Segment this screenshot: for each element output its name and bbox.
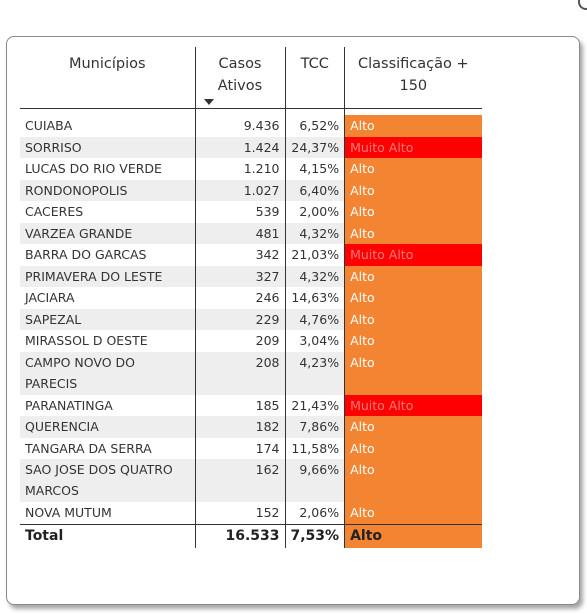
header-municipios-label: Municípios [68,56,146,72]
cell-casos-ativos: 1.424 [195,137,285,159]
header-row [20,47,482,109]
table-row[interactable] [20,180,482,202]
cell-classificacao: Alto [345,459,482,502]
table-row[interactable] [20,266,482,288]
cell-casos-ativos: 9.436 [195,115,285,137]
cell-tcc: 3,04% [285,330,345,352]
header-casos-ativos[interactable] [195,47,285,109]
table-visual [6,36,580,605]
cell-municipio: PRIMAVERA DO LESTE [20,266,195,288]
cell-classificacao: Muito Alto [345,244,482,266]
cell-municipio: SAPEZAL [20,309,195,331]
cell-municipio: QUERENCIA [20,416,195,438]
cell-classificacao: Alto [345,201,482,223]
cell-casos-ativos: 327 [195,266,285,288]
total-row [20,524,482,548]
sort-descending-icon[interactable] [204,99,214,105]
table-row[interactable] [20,309,482,331]
cell-tcc: 4,15% [285,158,345,180]
cell-tcc: 11,58% [285,438,345,460]
cell-tcc: 21,43% [285,395,345,417]
cell-classificacao: Alto [345,416,482,438]
cell-tcc: 9,66% [285,459,345,502]
table-row[interactable] [20,330,482,352]
table-row[interactable] [20,438,482,460]
cell-municipio: PARANATINGA [20,395,195,417]
cell-classificacao: Alto [345,309,482,331]
cell-tcc: 6,52% [285,115,345,137]
table-row[interactable] [20,115,482,137]
cell-municipio: VARZEA GRANDE [20,223,195,245]
cell-municipio: TANGARA DA SERRA [20,438,195,460]
cell-tcc: 7,86% [285,416,345,438]
cell-municipio: RONDONOPOLIS [20,180,195,202]
cell-casos-ativos: 229 [195,309,285,331]
cell-tcc: 4,32% [285,223,345,245]
header-tcc-label: TCC [300,56,329,72]
cell-tcc: 24,37% [285,137,345,159]
table-row[interactable] [20,502,482,524]
header-classificacao[interactable] [345,47,482,109]
cell-classificacao: Alto [345,158,482,180]
cell-classificacao: Alto [345,438,482,460]
cell-tcc: 2,00% [285,201,345,223]
cell-tcc: 2,06% [285,502,345,524]
cell-municipio: CUIABA [20,115,195,137]
cell-tcc: 6,40% [285,180,345,202]
cell-casos-ativos: 1.210 [195,158,285,180]
cell-classificacao: Alto [345,502,482,524]
cell-municipio: JACIARA [20,287,195,309]
cell-casos-ativos: 342 [195,244,285,266]
cell-tcc: 4,76% [285,309,345,331]
cell-casos-ativos: 209 [195,330,285,352]
cell-municipio: NOVA MUTUM [20,502,195,524]
cell-classificacao: Alto [345,223,482,245]
cell-classificacao: Alto [345,180,482,202]
cell-municipio: SAO JOSE DOS QUATRO MARCOS [20,459,195,502]
table-row[interactable] [20,287,482,309]
cell-tcc: 4,23% [285,352,345,395]
total-classificacao: Alto [345,524,482,548]
cell-municipio: LUCAS DO RIO VERDE [20,158,195,180]
cell-classificacao: Alto [345,330,482,352]
cell-casos-ativos: 246 [195,287,285,309]
cell-casos-ativos: 152 [195,502,285,524]
total-label: Total [20,524,195,548]
table-row[interactable] [20,223,482,245]
cell-casos-ativos: 539 [195,201,285,223]
header-tcc[interactable] [285,47,345,109]
cell-municipio: BARRA DO GARCAS [20,244,195,266]
cell-municipio: CACERES [20,201,195,223]
table-row[interactable] [20,352,482,395]
cell-casos-ativos: 208 [195,352,285,395]
corner-fragment [578,0,587,10]
table-row[interactable] [20,459,482,502]
cell-classificacao: Alto [345,352,482,395]
cell-municipio: SORRISO [20,137,195,159]
cell-casos-ativos: 1.027 [195,180,285,202]
cell-casos-ativos: 481 [195,223,285,245]
cell-classificacao: Muito Alto [345,395,482,417]
cell-municipio: CAMPO NOVO DO PARECIS [20,352,195,395]
cell-classificacao: Alto [345,287,482,309]
table-row[interactable] [20,158,482,180]
matrix-table [20,47,482,548]
cell-classificacao: Alto [345,266,482,288]
cell-tcc: 14,63% [285,287,345,309]
cell-casos-ativos: 182 [195,416,285,438]
header-municipios[interactable] [20,47,195,109]
header-casos-label: Casos Ativos [217,56,263,94]
table-row[interactable] [20,201,482,223]
cell-classificacao: Alto [345,115,482,137]
cell-classificacao: Muito Alto [345,137,482,159]
table-row[interactable] [20,137,482,159]
total-tcc: 7,53% [285,524,345,548]
cell-casos-ativos: 162 [195,459,285,502]
header-classificacao-label: Classificação + 150 [358,56,469,94]
cell-casos-ativos: 185 [195,395,285,417]
cell-tcc: 21,03% [285,244,345,266]
table-row[interactable] [20,416,482,438]
cell-tcc: 4,32% [285,266,345,288]
table-row[interactable] [20,244,482,266]
cell-municipio: MIRASSOL D OESTE [20,330,195,352]
total-casos: 16.533 [195,524,285,548]
cell-casos-ativos: 174 [195,438,285,460]
table-row[interactable] [20,395,482,417]
